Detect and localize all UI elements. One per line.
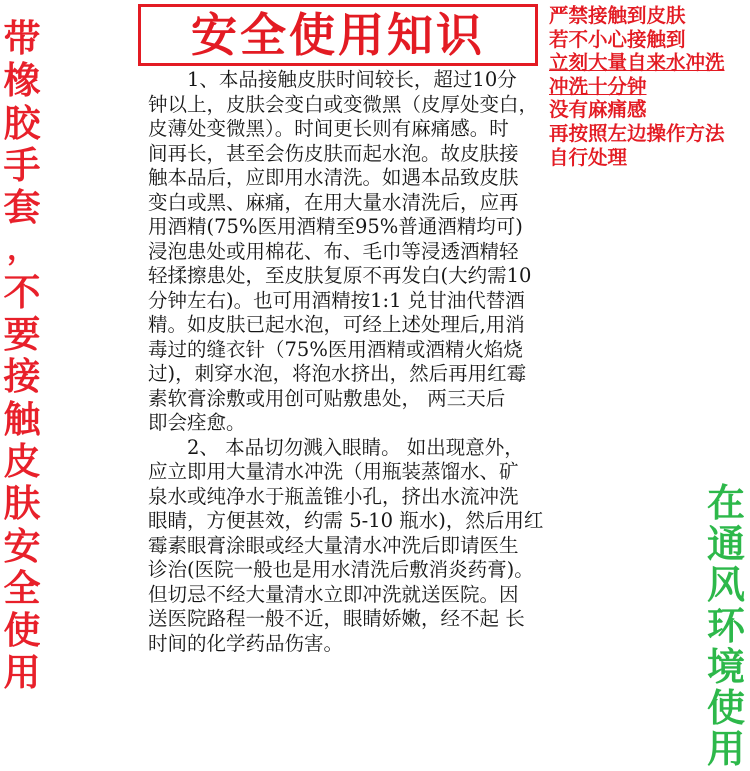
left-banner-char: 不 xyxy=(3,270,41,314)
body-line: 时间的化学药品伤害。 xyxy=(148,631,344,655)
page-title: 安全使用知识 xyxy=(191,8,485,62)
right-banner-char: 风 xyxy=(706,563,745,607)
left-banner-char: 带 xyxy=(3,17,41,60)
body-line: 过)，刺穿水泡，将泡水挤出，然后再用红霉 xyxy=(148,362,527,385)
body-line: 钟以上，皮肤会变白或变微黑（皮厚处变白， xyxy=(148,92,539,116)
left-banner-char: ， xyxy=(7,232,37,268)
body-line: 送医院路程一般不近，眼睛娇嫩，经不起 长 xyxy=(148,607,525,630)
warning-line: 立刻大量自来水冲洗 xyxy=(549,51,725,75)
body-line: 泉水或纯净水于瓶盖锥小孔，挤出水流冲洗 xyxy=(148,484,519,508)
body-line: 间再长，甚至会伤皮肤而起水泡。故皮肤接 xyxy=(148,141,519,165)
body-line: 但切忌不经大量清水立即冲洗就送医院。因 xyxy=(148,582,519,606)
body-line: 皮薄处变微黑）。时间更长则有麻痛感。时 xyxy=(148,117,509,140)
right-banner-char: 通 xyxy=(706,522,745,566)
warning-line: 再按照左边操作方法 xyxy=(549,121,725,145)
right-banner xyxy=(704,482,748,769)
body-line: 1、本品接触皮肤时间较长，超过10分 xyxy=(148,68,517,91)
left-banner-char: 触 xyxy=(3,397,41,441)
body-line: 用酒精(75%医用酒精至95%普通酒精均可) xyxy=(148,215,523,238)
warning-block xyxy=(549,4,749,169)
right-banner-char: 使 xyxy=(706,686,745,730)
left-banner-char: 全 xyxy=(3,566,41,610)
body-line: 即会痊愈。 xyxy=(148,411,246,434)
body-line: 毒过的缝衣针（75%医用酒精或酒精火焰烧 xyxy=(148,337,523,361)
warning-line: 自行处理 xyxy=(549,145,628,169)
body-line: 触本品后，应即用水清洗。如遇本品致皮肤 xyxy=(148,166,519,189)
left-banner-char: 套 xyxy=(3,186,41,230)
left-banner-char: 使 xyxy=(3,609,41,653)
left-banner-char: 手 xyxy=(3,143,41,187)
warning-line: 严禁接触到皮肤 xyxy=(549,4,686,27)
body-line: 2、 本品切勿溅入眼睛。 如出现意外， xyxy=(148,435,524,459)
instruction-body xyxy=(148,68,543,656)
left-banner xyxy=(0,18,44,695)
left-banner-char: 接 xyxy=(3,355,41,399)
right-banner-char: 用 xyxy=(706,727,745,771)
right-banner-char: 境 xyxy=(706,645,745,689)
body-line: 分钟左右)。也可用酒精按1:1 兑甘油代替酒 xyxy=(148,288,525,312)
warning-line: 冲洗十分钟 xyxy=(549,74,647,98)
warning-line: 若不小心接触到 xyxy=(549,27,686,51)
left-banner-char: 肤 xyxy=(3,482,41,526)
left-banner-char: 橡 xyxy=(3,59,41,103)
body-line: 精。如皮肤已起水泡，可经上述处理后,用消 xyxy=(148,313,525,336)
left-banner-char: 要 xyxy=(3,313,41,357)
left-banner-char: 胶 xyxy=(3,101,41,145)
warning-line: 没有麻痛感 xyxy=(549,98,647,122)
body-line: 素软膏涂敷或用创可贴敷患处， 两三天后 xyxy=(148,386,506,410)
body-line: 霉素眼膏涂眼或经大量清水冲洗后即请医生 xyxy=(148,533,519,557)
body-line: 轻揉擦患处，至皮肤复原不再发白(大约需10 xyxy=(148,264,532,287)
right-banner-char: 在 xyxy=(706,481,745,525)
body-line: 眼睛，方便甚效，约需 5-10 瓶水)，然后用红 xyxy=(148,509,544,532)
right-banner-char: 环 xyxy=(706,604,745,648)
left-banner-char: 安 xyxy=(3,524,41,568)
left-banner-char: 皮 xyxy=(3,439,41,483)
title-box xyxy=(138,4,538,66)
body-line: 诊治(医院一般也是用水清洗后敷消炎药膏)。 xyxy=(148,558,534,581)
body-line: 应立即用大量清水冲洗（用瓶装蒸馏水、矿 xyxy=(148,460,519,483)
left-banner-char: 用 xyxy=(3,651,41,695)
body-line: 变白或黑、麻痛，在用大量水清洗后，应再 xyxy=(148,190,519,214)
body-line: 浸泡患处或用棉花、布、毛巾等浸透酒精轻 xyxy=(148,239,519,263)
